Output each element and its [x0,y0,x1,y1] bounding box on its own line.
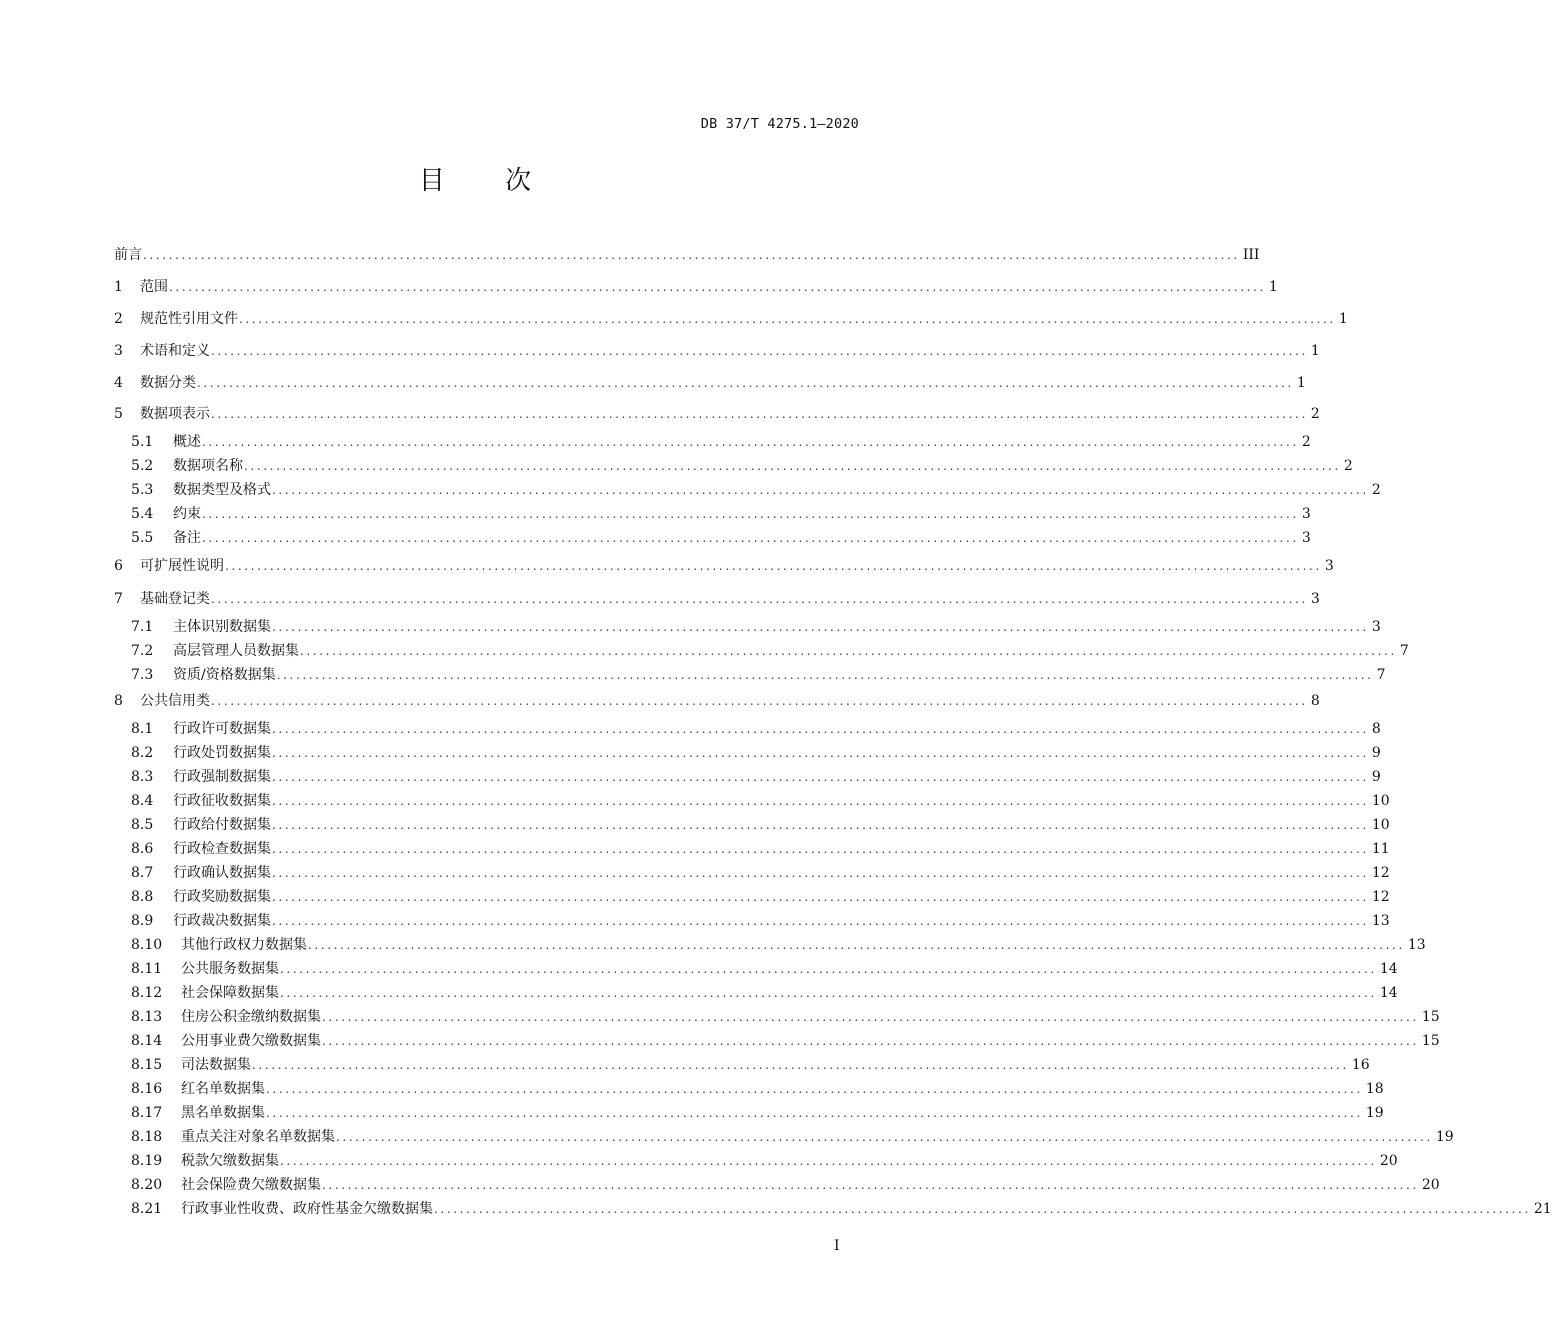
toc-entry[interactable] [114,404,1320,424]
toc-dot-leader: ........................................................................................................................................................................... [197,376,1294,390]
toc-dot-leader: ........................................................................................................................................................................... [225,559,1322,573]
toc-dot-leader: ........................................................................................................................................................................... [272,483,1369,497]
toc-entry-number: 8.8 [131,889,154,905]
toc-entry-page: 3 [1371,619,1381,635]
toc-entry-number: 8.11 [131,961,163,977]
toc-entry-number: 8.18 [131,1129,163,1145]
toc-entry[interactable] [114,815,1390,835]
toc-entry-number: 8.7 [131,865,154,881]
toc-dot-leader: ........................................................................................................................................................................... [322,1178,1419,1192]
toc-dot-leader: ........................................................................................................................................................................... [244,459,1341,473]
toc-entry-label: 术语和定义 [140,343,210,359]
toc-entry[interactable] [114,1055,1370,1075]
toc-dot-leader: ........................................................................................................................................................................... [202,435,1299,449]
toc-dot-leader: ........................................................................................................................................................................... [266,1082,1363,1096]
toc-entry-page: 13 [1371,913,1390,929]
toc-dot-leader: ........................................................................................................................................................................... [169,280,1266,294]
toc-entry-page: 3 [1310,591,1320,607]
toc-entry-number: 8.3 [131,769,154,785]
toc-entry-label: 数据类型及格式 [173,482,271,498]
toc-entry-label: 住房公积金缴纳数据集 [181,1009,321,1025]
toc-entry-number: 8.14 [131,1033,163,1049]
toc-entry-page: 1 [1310,343,1320,359]
toc-entry-number: 5.3 [131,482,154,498]
toc-entry-page: 1 [1338,311,1348,327]
toc-entry[interactable] [114,665,1386,685]
toc-entry-number: 8.19 [131,1153,163,1169]
toc-entry[interactable] [114,1175,1440,1195]
toc-entry-label: 备注 [173,530,201,546]
toc-entry-number: 7.2 [131,643,154,659]
toc-entry-label: 税款欠缴数据集 [181,1153,279,1169]
toc-entry-number: 8.21 [131,1201,163,1217]
toc-entry[interactable] [114,743,1381,763]
toc-entry-label: 数据项名称 [173,458,243,474]
toc-entry-number: 8.6 [131,841,154,857]
toc-dot-leader: ........................................................................................................................................................................... [252,1058,1349,1072]
footer-page-number: I [834,1238,840,1254]
toc-entry-number: 5.5 [131,530,154,546]
toc-entry[interactable] [114,887,1390,907]
toc-entry-label: 社会保险费欠缴数据集 [181,1177,321,1193]
toc-entry-page: 7 [1376,667,1386,683]
toc-entry-number: 8.1 [131,721,154,737]
toc-entry[interactable] [114,1031,1440,1051]
toc-entry-number: 5 [114,406,123,422]
toc-entry[interactable] [114,1199,1552,1219]
toc-entry-label: 行政裁决数据集 [173,913,271,929]
toc-entry-number: 8.17 [131,1105,163,1121]
toc-entry-label: 公用事业费欠缴数据集 [181,1033,321,1049]
toc-dot-leader: ........................................................................................................................................................................... [211,592,1308,606]
toc-entry-number: 7 [114,591,123,607]
page-title: 目 次 [418,166,558,196]
toc-entry[interactable] [114,528,1311,548]
toc-entry-label: 高层管理人员数据集 [173,643,299,659]
toc-entry-label: 行政强制数据集 [173,769,271,785]
toc-entry[interactable] [114,456,1353,476]
toc-entry-page: 8 [1371,721,1381,737]
toc-entry-label: 重点关注对象名单数据集 [181,1129,335,1145]
toc-dot-leader: ........................................................................................................................................................................... [322,1034,1419,1048]
toc-entry-number: 7.3 [131,667,154,683]
toc-entry-page: 8 [1310,693,1320,709]
document-code: DB 37/T 4275.1—2020 [700,116,859,132]
toc-entry-label: 基础登记类 [140,591,210,607]
toc-entry[interactable] [114,935,1426,955]
toc-entry-label: 行政事业性收费、政府性基金欠缴数据集 [181,1201,433,1217]
toc-dot-leader: ........................................................................................................................................................................... [266,1106,1363,1120]
toc-dot-leader: ........................................................................................................................................................................... [272,866,1369,880]
toc-dot-leader: ........................................................................................................................................................................... [272,794,1369,808]
toc-dot-leader: ........................................................................................................................................................................... [280,986,1377,1000]
toc-entry[interactable] [114,480,1381,500]
toc-entry[interactable] [114,719,1381,739]
toc-dot-leader: ........................................................................................................................................................................... [272,890,1369,904]
toc-entry-page: 3 [1324,558,1334,574]
toc-entry-number: 5.2 [131,458,154,474]
toc-dot-leader: ........................................................................................................................................................................... [272,620,1369,634]
toc-entry[interactable] [114,1103,1384,1123]
toc-entry-page: 10 [1371,817,1390,833]
toc-entry[interactable] [114,373,1306,393]
toc-entry-page: 20 [1379,1153,1398,1169]
toc-entry-label: 行政奖励数据集 [173,889,271,905]
toc-entry-page: 9 [1371,769,1381,785]
toc-entry[interactable] [114,1007,1440,1027]
toc-entry-label: 数据项表示 [140,406,210,422]
toc-entry-number: 8 [114,693,123,709]
toc-entry-label: 主体识别数据集 [173,619,271,635]
toc-entry-number: 4 [114,375,123,391]
toc-entry[interactable] [114,432,1311,452]
toc-entry-page: 14 [1379,961,1398,977]
toc-entry-label: 公共信用类 [140,693,210,709]
toc-entry-page: 18 [1365,1081,1384,1097]
toc-entry[interactable] [114,1079,1384,1099]
toc-dot-leader: ........................................................................................................................................................................... [336,1130,1433,1144]
toc-entry-page: 20 [1421,1177,1440,1193]
toc-entry-page: 12 [1371,865,1390,881]
toc-dot-leader: ........................................................................................................................................................................... [143,248,1240,262]
toc-entry-label: 行政确认数据集 [173,865,271,881]
toc-entry-label: 规范性引用文件 [140,311,238,327]
toc-entry-label: 概述 [173,434,201,450]
toc-dot-leader: ........................................................................................................................................................................... [202,507,1299,521]
toc-entry[interactable] [114,1127,1454,1147]
toc-entry-label: 黑名单数据集 [181,1105,265,1121]
toc-entry-number: 6 [114,558,123,574]
toc-entry-number: 8.2 [131,745,154,761]
toc-entry-label: 行政检查数据集 [173,841,271,857]
toc-entry-number: 5.4 [131,506,154,522]
toc-entry-page: 1 [1268,279,1278,295]
toc-entry-number: 7.1 [131,619,154,635]
toc-entry-page: 1 [1296,375,1306,391]
toc-entry-page: 2 [1301,434,1311,450]
toc-entry-page: 2 [1371,482,1381,498]
toc-entry-page: 21 [1533,1201,1552,1217]
toc-entry[interactable] [114,1151,1398,1171]
toc-entry-number: 8.5 [131,817,154,833]
toc-dot-leader: ........................................................................................................................................................................... [434,1202,1531,1216]
toc-entry-label: 行政征收数据集 [173,793,271,809]
toc-dot-leader: ........................................................................................................................................................................... [272,914,1369,928]
toc-entry-page: 14 [1379,985,1398,1001]
toc-dot-leader: ........................................................................................................................................................................... [239,312,1336,326]
toc-dot-leader: ........................................................................................................................................................................... [272,746,1369,760]
toc-entry[interactable] [114,791,1390,811]
toc-entry-label: 前言 [114,247,142,263]
toc-entry-label: 可扩展性说明 [140,558,224,574]
toc-entry-page: 19 [1435,1129,1454,1145]
table-of-contents [114,0,1552,1344]
toc-entry-label: 其他行政权力数据集 [181,937,307,953]
toc-entry[interactable] [114,245,1260,265]
toc-entry-page: 10 [1371,793,1390,809]
toc-entry-page: 3 [1301,506,1311,522]
toc-entry-label: 司法数据集 [181,1057,251,1073]
toc-entry-page: 15 [1421,1009,1440,1025]
toc-entry[interactable] [114,863,1390,883]
toc-dot-leader: ........................................................................................................................................................................... [272,770,1369,784]
toc-entry-page: 11 [1371,841,1390,857]
toc-entry-label: 数据分类 [140,375,196,391]
toc-entry[interactable] [114,641,1409,661]
toc-entry-number: 8.12 [131,985,163,1001]
toc-entry[interactable] [114,309,1348,329]
toc-entry-number: 8.20 [131,1177,163,1193]
toc-entry-label: 约束 [173,506,201,522]
toc-entry[interactable] [114,277,1278,297]
toc-dot-leader: ........................................................................................................................................................................... [280,962,1377,976]
toc-dot-leader: ........................................................................................................................................................................... [202,531,1299,545]
toc-entry-number: 8.9 [131,913,154,929]
toc-entry-number: 8.16 [131,1081,163,1097]
toc-entry-page: 19 [1365,1105,1384,1121]
toc-entry[interactable] [114,341,1320,361]
toc-dot-leader: ........................................................................................................................................................................... [272,842,1369,856]
toc-entry-number: 8.13 [131,1009,163,1025]
toc-entry-label: 社会保障数据集 [181,985,279,1001]
toc-entry-number: 3 [114,343,123,359]
toc-entry-label: 红名单数据集 [181,1081,265,1097]
toc-entry[interactable] [114,589,1320,609]
toc-dot-leader: ........................................................................................................................................................................... [308,938,1405,952]
toc-dot-leader: ........................................................................................................................................................................... [276,668,1374,682]
toc-entry[interactable] [114,556,1334,576]
toc-dot-leader: ........................................................................................................................................................................... [322,1010,1419,1024]
toc-entry[interactable] [114,617,1381,637]
toc-entry-number: 8.4 [131,793,154,809]
toc-entry-page: 12 [1371,889,1390,905]
toc-entry[interactable] [114,839,1390,859]
toc-entry-page: 13 [1407,937,1426,953]
toc-dot-leader: ........................................................................................................................................................................... [211,694,1308,708]
toc-entry-label: 行政许可数据集 [173,721,271,737]
toc-entry-label: 行政给付数据集 [173,817,271,833]
toc-entry-number: 1 [114,279,123,295]
toc-entry-page: III [1242,247,1260,263]
toc-entry[interactable] [114,911,1390,931]
toc-entry-number: 5.1 [131,434,154,450]
toc-entry-page: 2 [1310,406,1320,422]
toc-dot-leader: ........................................................................................................................................................................... [272,722,1369,736]
toc-dot-leader: ........................................................................................................................................................................... [280,1154,1377,1168]
toc-entry-number: 8.10 [131,937,163,953]
toc-entry[interactable] [114,504,1311,524]
toc-dot-leader: ........................................................................................................................................................................... [300,644,1397,658]
toc-entry-label: 范围 [140,279,168,295]
toc-entry-page: 16 [1351,1057,1370,1073]
toc-entry-number: 2 [114,311,123,327]
toc-entry-page: 2 [1343,458,1353,474]
toc-dot-leader: ........................................................................................................................................................................... [272,818,1369,832]
toc-entry-page: 3 [1301,530,1311,546]
toc-entry-page: 7 [1399,643,1409,659]
toc-entry-label: 公共服务数据集 [181,961,279,977]
toc-entry-number: 8.15 [131,1057,163,1073]
toc-entry-page: 15 [1421,1033,1440,1049]
toc-entry[interactable] [114,767,1381,787]
toc-entry-label: 行政处罚数据集 [173,745,271,761]
toc-entry[interactable] [114,959,1398,979]
toc-dot-leader: ........................................................................................................................................................................... [211,407,1308,421]
toc-entry-label: 资质/资格数据集 [173,667,276,683]
toc-entry[interactable] [114,983,1398,1003]
toc-dot-leader: ........................................................................................................................................................................... [211,344,1308,358]
toc-entry-page: 9 [1371,745,1381,761]
toc-entry[interactable] [114,691,1320,711]
